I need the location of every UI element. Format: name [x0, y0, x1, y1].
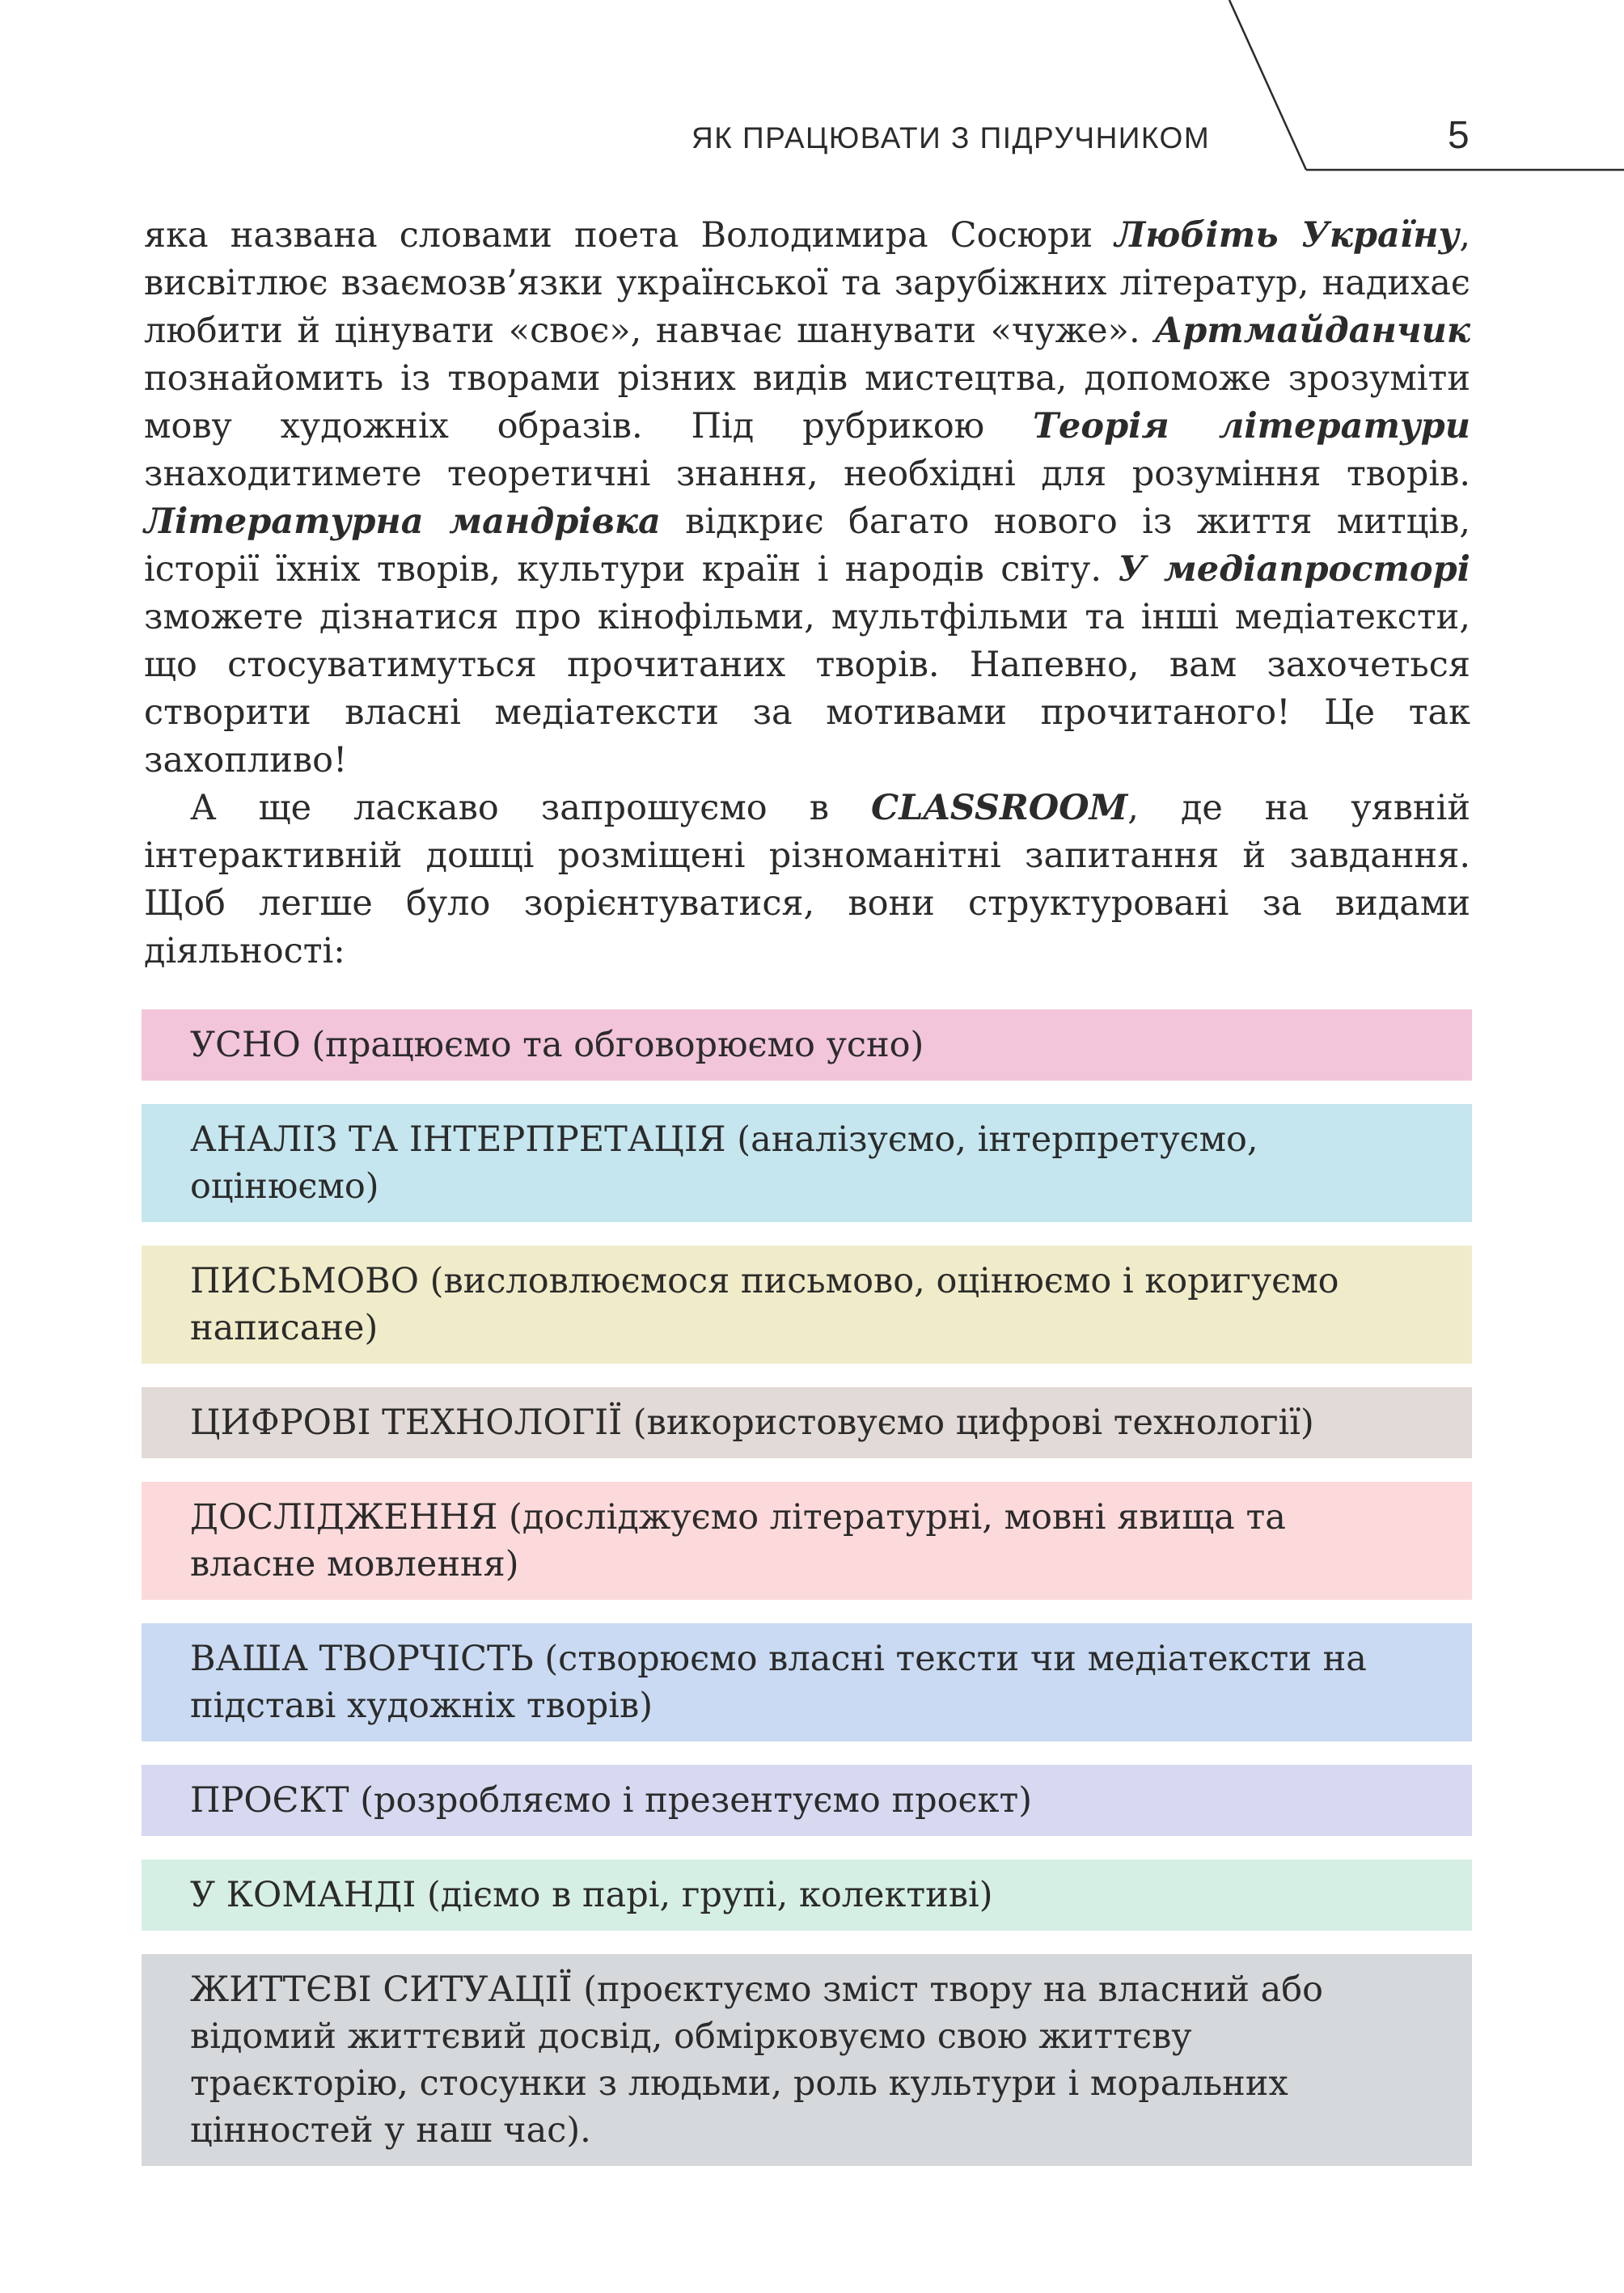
- text-run: яка названа словами поета Володимира Сосюри: [144, 215, 1115, 256]
- intro-paragraph: [144, 212, 1470, 785]
- activity-box-vasha-tvorchist: [142, 1623, 1472, 1741]
- activity-label: У КОМАНДІ: [190, 1875, 417, 1915]
- body-text: [144, 212, 1470, 975]
- page-header: [0, 0, 1624, 186]
- activity-box-doslidzhennia: [142, 1482, 1472, 1600]
- activity-label: ДОСЛІДЖЕННЯ: [190, 1497, 498, 1538]
- text-run: знаходитимете теоретичні знання, необхідні для розуміння творів.: [144, 454, 1470, 494]
- header-diagonal-line: [1229, 0, 1306, 170]
- activity-box-zhyttievi-sytuatsii: [142, 1954, 1472, 2166]
- activity-label: ПИСЬМОВО: [190, 1261, 420, 1301]
- activity-types-list: [142, 1009, 1472, 2189]
- activity-description: (аналізуємо, інтерпретуємо, оцінюємо): [190, 1119, 1258, 1207]
- text-run: зможете дізнатися про кінофільми, мультфільми та інші медіатексти, що стосуватимуться прочитаних творів. Напевно, вам захочеться створити власні медіатексти за мотивами прочитаного! Це так захопливо!: [144, 597, 1470, 781]
- classroom-paragraph: [144, 785, 1470, 975]
- activity-label: ПРОЄКТ: [190, 1780, 349, 1821]
- activity-description: (розробляємо і презентуємо проєкт): [349, 1780, 1033, 1821]
- activity-description: (проєктуємо зміст твору на власний або відомий життєвий досвід, обмірковуємо свою життєву траєкторію, стосунки з людьми, роль культури і моральних цінностей у наш час).: [190, 1969, 1324, 2151]
- rubric-literaturna-mandrivka: Літературна мандрівка: [144, 501, 661, 542]
- text-run: , де на уявній інтерактивній дошці розміщені різноманітні запитання й завдання. Щоб легше було зорієнтуватися, вони структуровані за видами діяльності:: [144, 788, 1470, 971]
- activity-description: (створюємо власні тексти чи медіатексти на підставі художніх творів): [190, 1639, 1367, 1726]
- activity-description: (працюємо та обговорюємо усно): [300, 1025, 924, 1065]
- activity-box-usno: [142, 1009, 1472, 1081]
- rubric-artmaidanchyk: Артмайданчик: [1154, 311, 1470, 351]
- running-header-title: ЯК ПРАЦЮВАТИ З ПІДРУЧНИКОМ: [691, 121, 1211, 154]
- activity-label: УСНО: [190, 1025, 301, 1065]
- activity-description: (використовуємо цифрові технології): [622, 1402, 1314, 1443]
- activity-description: (висловлюємося письмово, оцінюємо і коригуємо написане): [190, 1261, 1339, 1348]
- rubric-lyubit-ukrainu: Любіть Україну: [1114, 215, 1460, 256]
- text-run: відкриє багато нового із життя митців, історії їхніх творів, культури країн і народів світу.: [144, 501, 1470, 590]
- activity-label: ЖИТТЄВІ СИТУАЦІЇ: [190, 1969, 573, 2010]
- activity-label: АНАЛІЗ ТА ІНТЕРПРЕТАЦІЯ: [190, 1119, 726, 1160]
- activity-description: (діємо в парі, групі, колективі): [416, 1875, 993, 1915]
- activity-label: ЦИФРОВІ ТЕХНОЛОГІЇ: [190, 1402, 623, 1443]
- text-run: познайомить із творами різних видів мистецтва, допоможе зрозуміти мову художніх образів. Під рубрикою: [144, 358, 1470, 446]
- header-rule-lines: [0, 0, 1624, 186]
- rubric-u-mediaprostori: У медіапросторі: [1118, 549, 1470, 590]
- rubric-teoriia-literatury: Теорія літератури: [1033, 406, 1470, 446]
- activity-box-pysmovo: [142, 1246, 1472, 1364]
- activity-box-analiz-ta-interpretatsiia: [142, 1104, 1472, 1222]
- activity-box-proiekt: [142, 1765, 1472, 1836]
- activity-label: ВАША ТВОРЧІСТЬ: [190, 1639, 534, 1679]
- rubric-classroom: CLASSROOM: [870, 788, 1128, 828]
- text-run: , висвітлює взаємозв’язки української та зарубіжних літератур, надихає любити й цінувати «своє», навчає шанувати «чуже».: [144, 215, 1470, 351]
- activity-box-u-komandi: [142, 1859, 1472, 1931]
- text-run: А ще ласкаво запрошуємо в: [190, 788, 871, 828]
- activity-box-tsyfrovi-tekhnolohii: [142, 1387, 1472, 1458]
- page-number: 5: [1448, 114, 1470, 157]
- activity-description: (досліджуємо літературні, мовні явища та власне мовлення): [190, 1497, 1286, 1584]
